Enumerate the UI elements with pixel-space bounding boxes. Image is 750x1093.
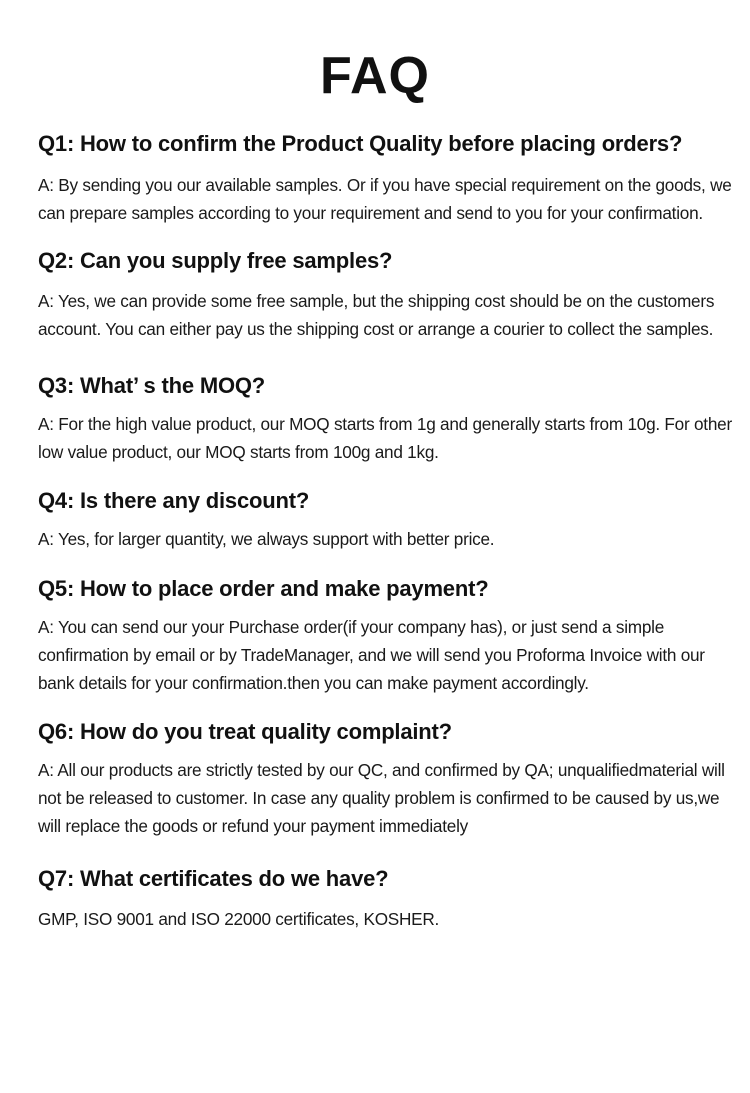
faq-item — [38, 247, 734, 343]
faq-question: Q5: How to place order and make payment? — [38, 576, 489, 601]
faq-question: Q6: How do you treat quality complaint? — [38, 719, 452, 744]
faq-item — [38, 575, 734, 697]
faq-question: Q4: Is there any discount? — [38, 488, 310, 513]
faq-question: Q1: How to confirm the Product Quality before placing orders? — [38, 131, 683, 156]
faq-item — [38, 718, 734, 840]
faq-answer: A: You can send our your Purchase order(if your company has), or just send a simple confirmation by email or by TradeManager, and we will send you Proforma Invoice with our bank details for your confirmation.then you can make payment accordingly. — [38, 617, 705, 693]
faq-item — [38, 865, 734, 933]
faq-question: Q7: What certificates do we have? — [38, 866, 389, 891]
faq-answer: GMP, ISO 9001 and ISO 22000 certificates, KOSHER. — [38, 909, 440, 929]
page-title: FAQ — [320, 47, 430, 105]
faq-answer: A: By sending you our available samples. Or if you have special requirement on the goods, we can prepare samples according to your requirement and send to you for your confirmation. — [38, 175, 732, 223]
faq-question: Q3: What’ s the MOQ? — [38, 373, 266, 398]
faq-answer: A: For the high value product, our MOQ starts from 1g and generally starts from 10g. For other low value product, our MOQ starts from 100g and 1kg. — [38, 414, 732, 462]
faq-answer: A: Yes, for larger quantity, we always support with better price. — [38, 529, 495, 549]
faq-item — [38, 487, 734, 553]
faq-item — [38, 130, 734, 227]
faq-answer: A: All our products are strictly tested by our QC, and confirmed by QA; unqualifiedmaterial will not be released to customer. In case any quality problem is confirmed to be caused by us,we will replace the goods or refund your payment immediately — [38, 760, 725, 836]
faq-item — [38, 372, 734, 466]
faq-answer: A: Yes, we can provide some free sample, but the shipping cost should be on the customers account. You can either pay us the shipping cost or arrange a courier to collect the samples. — [38, 291, 715, 339]
faq-question: Q2: Can you supply free samples? — [38, 248, 393, 273]
